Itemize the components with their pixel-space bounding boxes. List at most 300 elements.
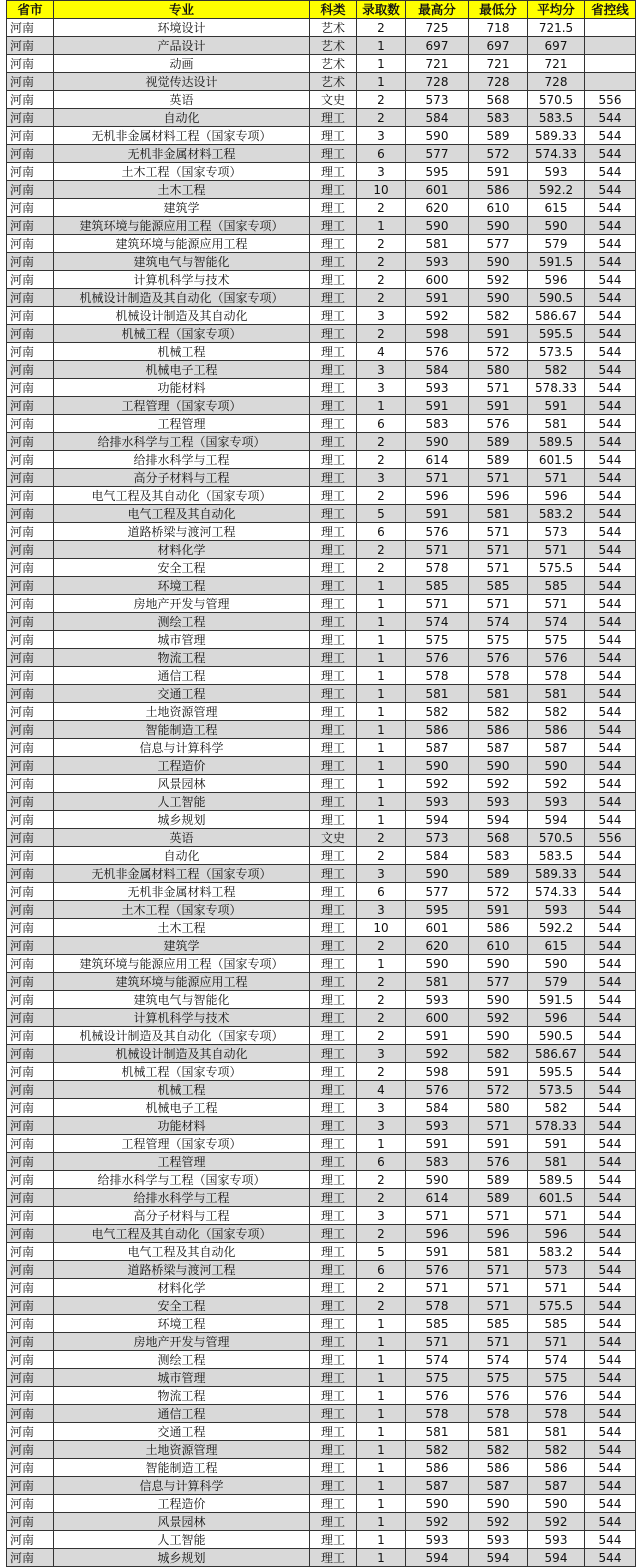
cell-avg-score: 593 <box>528 901 585 919</box>
cell-category: 理工 <box>310 523 357 541</box>
cell-avg-score: 578 <box>528 1405 585 1423</box>
cell-avg-score: 571 <box>528 595 585 613</box>
cell-major: 建筑环境与能源应用工程 <box>54 973 310 991</box>
cell-min-score: 591 <box>469 325 528 343</box>
cell-control-line: 544 <box>585 1189 636 1207</box>
cell-admitted-count: 1 <box>357 1315 406 1333</box>
cell-min-score: 593 <box>469 793 528 811</box>
cell-category: 理工 <box>310 919 357 937</box>
cell-control-line: 544 <box>585 1549 636 1567</box>
cell-avg-score: 583.5 <box>528 847 585 865</box>
cell-max-score: 620 <box>406 199 469 217</box>
cell-province: 河南 <box>7 289 54 307</box>
cell-max-score: 583 <box>406 415 469 433</box>
cell-category: 理工 <box>310 739 357 757</box>
cell-max-score: 614 <box>406 451 469 469</box>
cell-major: 工程造价 <box>54 1495 310 1513</box>
cell-major: 工程管理 <box>54 415 310 433</box>
cell-category: 理工 <box>310 181 357 199</box>
cell-avg-score: 581 <box>528 685 585 703</box>
cell-province: 河南 <box>7 181 54 199</box>
cell-max-score: 594 <box>406 811 469 829</box>
cell-control-line: 556 <box>585 829 636 847</box>
cell-admitted-count: 2 <box>357 289 406 307</box>
cell-province: 河南 <box>7 433 54 451</box>
cell-control-line: 544 <box>585 235 636 253</box>
cell-control-line: 544 <box>585 865 636 883</box>
cell-control-line: 544 <box>585 1099 636 1117</box>
cell-avg-score: 575 <box>528 1369 585 1387</box>
cell-major: 智能制造工程 <box>54 1459 310 1477</box>
cell-major: 无机非金属材料工程（国家专项） <box>54 865 310 883</box>
cell-avg-score: 586 <box>528 721 585 739</box>
cell-min-score: 591 <box>469 901 528 919</box>
cell-admitted-count: 1 <box>357 649 406 667</box>
cell-province: 河南 <box>7 955 54 973</box>
cell-province: 河南 <box>7 1513 54 1531</box>
table-row <box>7 127 636 145</box>
cell-max-score: 590 <box>406 433 469 451</box>
cell-admitted-count: 2 <box>357 1225 406 1243</box>
cell-admitted-count: 1 <box>357 757 406 775</box>
cell-province: 河南 <box>7 883 54 901</box>
cell-major: 安全工程 <box>54 1297 310 1315</box>
cell-avg-score: 615 <box>528 199 585 217</box>
cell-control-line: 544 <box>585 631 636 649</box>
cell-control-line: 544 <box>585 613 636 631</box>
cell-control-line <box>585 55 636 73</box>
cell-province: 河南 <box>7 1495 54 1513</box>
cell-admitted-count: 3 <box>357 469 406 487</box>
cell-min-score: 571 <box>469 1207 528 1225</box>
cell-min-score: 590 <box>469 1495 528 1513</box>
cell-min-score: 572 <box>469 343 528 361</box>
cell-min-score: 592 <box>469 271 528 289</box>
cell-control-line: 544 <box>585 1207 636 1225</box>
table-row <box>7 1405 636 1423</box>
cell-min-score: 610 <box>469 937 528 955</box>
cell-category: 理工 <box>310 865 357 883</box>
cell-category: 理工 <box>310 973 357 991</box>
cell-avg-score: 585 <box>528 1315 585 1333</box>
cell-province: 河南 <box>7 1243 54 1261</box>
cell-max-score: 592 <box>406 775 469 793</box>
cell-min-score: 576 <box>469 649 528 667</box>
cell-major: 机械工程 <box>54 343 310 361</box>
cell-major: 视觉传达设计 <box>54 73 310 91</box>
cell-major: 无机非金属材料工程 <box>54 883 310 901</box>
cell-category: 理工 <box>310 1063 357 1081</box>
cell-min-score: 590 <box>469 991 528 1009</box>
cell-major: 工程管理（国家专项） <box>54 1135 310 1153</box>
table-row <box>7 1261 636 1279</box>
cell-province: 河南 <box>7 1081 54 1099</box>
cell-max-score: 591 <box>406 1135 469 1153</box>
cell-min-score: 574 <box>469 613 528 631</box>
cell-min-score: 571 <box>469 1333 528 1351</box>
cell-admitted-count: 2 <box>357 325 406 343</box>
cell-admitted-count: 1 <box>357 1369 406 1387</box>
cell-control-line: 544 <box>585 973 636 991</box>
cell-max-score: 581 <box>406 685 469 703</box>
table-row <box>7 1531 636 1549</box>
cell-max-score: 697 <box>406 37 469 55</box>
cell-control-line: 544 <box>585 433 636 451</box>
cell-control-line: 544 <box>585 703 636 721</box>
cell-control-line: 544 <box>585 721 636 739</box>
cell-max-score: 587 <box>406 739 469 757</box>
cell-control-line: 544 <box>585 1369 636 1387</box>
cell-admitted-count: 2 <box>357 487 406 505</box>
cell-max-score: 571 <box>406 541 469 559</box>
cell-major: 机械电子工程 <box>54 361 310 379</box>
cell-avg-score: 578.33 <box>528 379 585 397</box>
cell-max-score: 578 <box>406 559 469 577</box>
cell-control-line: 544 <box>585 1081 636 1099</box>
cell-province: 河南 <box>7 55 54 73</box>
table-row <box>7 487 636 505</box>
cell-avg-score: 576 <box>528 649 585 667</box>
cell-max-score: 577 <box>406 145 469 163</box>
cell-category: 理工 <box>310 1189 357 1207</box>
cell-control-line <box>585 73 636 91</box>
cell-control-line: 544 <box>585 487 636 505</box>
cell-admitted-count: 6 <box>357 145 406 163</box>
cell-max-score: 596 <box>406 487 469 505</box>
cell-avg-score: 571 <box>528 469 585 487</box>
cell-major: 风景园林 <box>54 1513 310 1531</box>
cell-avg-score: 589.33 <box>528 127 585 145</box>
cell-admitted-count: 3 <box>357 1117 406 1135</box>
table-row <box>7 1549 636 1567</box>
table-row <box>7 919 636 937</box>
cell-category: 理工 <box>310 1279 357 1297</box>
cell-province: 河南 <box>7 217 54 235</box>
cell-min-score: 593 <box>469 1531 528 1549</box>
cell-avg-score: 581 <box>528 1423 585 1441</box>
cell-province: 河南 <box>7 235 54 253</box>
cell-admitted-count: 3 <box>357 1207 406 1225</box>
cell-major: 机械电子工程 <box>54 1099 310 1117</box>
table-row <box>7 325 636 343</box>
cell-category: 理工 <box>310 163 357 181</box>
cell-avg-score: 575.5 <box>528 559 585 577</box>
cell-category: 艺术 <box>310 73 357 91</box>
cell-admitted-count: 2 <box>357 1063 406 1081</box>
cell-avg-score: 576 <box>528 1387 585 1405</box>
cell-avg-score: 581 <box>528 1153 585 1171</box>
cell-category: 理工 <box>310 1243 357 1261</box>
cell-control-line: 544 <box>585 415 636 433</box>
cell-max-score: 575 <box>406 631 469 649</box>
cell-major: 建筑电气与智能化 <box>54 991 310 1009</box>
cell-avg-score: 575.5 <box>528 1297 585 1315</box>
cell-control-line: 544 <box>585 217 636 235</box>
cell-admitted-count: 2 <box>357 1189 406 1207</box>
cell-min-score: 590 <box>469 253 528 271</box>
cell-max-score: 576 <box>406 523 469 541</box>
cell-admitted-count: 2 <box>357 1009 406 1027</box>
cell-avg-score: 593 <box>528 1531 585 1549</box>
cell-province: 河南 <box>7 613 54 631</box>
cell-max-score: 576 <box>406 343 469 361</box>
cell-max-score: 578 <box>406 1405 469 1423</box>
table-row <box>7 379 636 397</box>
cell-control-line: 544 <box>585 1243 636 1261</box>
cell-min-score: 581 <box>469 685 528 703</box>
cell-major: 建筑电气与智能化 <box>54 253 310 271</box>
cell-avg-score: 570.5 <box>528 829 585 847</box>
table-row <box>7 163 636 181</box>
cell-avg-score: 582 <box>528 703 585 721</box>
cell-min-score: 589 <box>469 127 528 145</box>
cell-control-line: 544 <box>585 289 636 307</box>
cell-max-score: 576 <box>406 1387 469 1405</box>
cell-major: 功能材料 <box>54 379 310 397</box>
cell-max-score: 571 <box>406 595 469 613</box>
cell-major: 建筑学 <box>54 199 310 217</box>
cell-major: 土地资源管理 <box>54 703 310 721</box>
cell-avg-score: 590.5 <box>528 1027 585 1045</box>
cell-province: 河南 <box>7 1027 54 1045</box>
table-row <box>7 1225 636 1243</box>
cell-category: 理工 <box>310 343 357 361</box>
cell-province: 河南 <box>7 595 54 613</box>
cell-max-score: 586 <box>406 721 469 739</box>
cell-category: 理工 <box>310 271 357 289</box>
cell-major: 土木工程（国家专项） <box>54 901 310 919</box>
cell-category: 理工 <box>310 415 357 433</box>
cell-min-score: 580 <box>469 361 528 379</box>
cell-province: 河南 <box>7 127 54 145</box>
header-max-score: 最高分 <box>406 1 469 19</box>
cell-admitted-count: 6 <box>357 1153 406 1171</box>
table-row <box>7 793 636 811</box>
table-row <box>7 181 636 199</box>
cell-province: 河南 <box>7 469 54 487</box>
cell-min-score: 590 <box>469 217 528 235</box>
cell-control-line: 544 <box>585 559 636 577</box>
cell-admitted-count: 3 <box>357 307 406 325</box>
cell-max-score: 590 <box>406 127 469 145</box>
cell-avg-score: 593 <box>528 163 585 181</box>
table-row <box>7 937 636 955</box>
cell-province: 河南 <box>7 1009 54 1027</box>
cell-min-score: 572 <box>469 1081 528 1099</box>
cell-admitted-count: 6 <box>357 1261 406 1279</box>
cell-province: 河南 <box>7 739 54 757</box>
cell-max-score: 592 <box>406 307 469 325</box>
cell-min-score: 572 <box>469 145 528 163</box>
cell-control-line: 544 <box>585 163 636 181</box>
cell-admitted-count: 6 <box>357 415 406 433</box>
table-row <box>7 1063 636 1081</box>
cell-avg-score: 601.5 <box>528 451 585 469</box>
table-row <box>7 1099 636 1117</box>
cell-min-score: 591 <box>469 1135 528 1153</box>
cell-max-score: 598 <box>406 325 469 343</box>
cell-admitted-count: 3 <box>357 1045 406 1063</box>
header-category: 科类 <box>310 1 357 19</box>
cell-category: 理工 <box>310 451 357 469</box>
cell-province: 河南 <box>7 1369 54 1387</box>
table-row <box>7 1423 636 1441</box>
table-row <box>7 865 636 883</box>
cell-province: 河南 <box>7 73 54 91</box>
cell-admitted-count: 2 <box>357 1171 406 1189</box>
cell-control-line: 544 <box>585 739 636 757</box>
cell-max-score: 593 <box>406 991 469 1009</box>
table-row <box>7 1351 636 1369</box>
cell-min-score: 586 <box>469 721 528 739</box>
cell-admitted-count: 5 <box>357 1243 406 1261</box>
cell-min-score: 575 <box>469 631 528 649</box>
cell-major: 电气工程及其自动化（国家专项） <box>54 487 310 505</box>
cell-avg-score: 582 <box>528 1441 585 1459</box>
cell-admitted-count: 1 <box>357 1387 406 1405</box>
cell-major: 建筑学 <box>54 937 310 955</box>
cell-max-score: 591 <box>406 505 469 523</box>
cell-admitted-count: 3 <box>357 379 406 397</box>
cell-min-score: 596 <box>469 1225 528 1243</box>
cell-admitted-count: 1 <box>357 667 406 685</box>
cell-min-score: 581 <box>469 1243 528 1261</box>
cell-province: 河南 <box>7 1135 54 1153</box>
cell-control-line: 544 <box>585 361 636 379</box>
table-row <box>7 1189 636 1207</box>
cell-avg-score: 595.5 <box>528 325 585 343</box>
cell-control-line: 544 <box>585 127 636 145</box>
cell-category: 理工 <box>310 1369 357 1387</box>
cell-admitted-count: 1 <box>357 397 406 415</box>
cell-control-line: 544 <box>585 1045 636 1063</box>
cell-province: 河南 <box>7 325 54 343</box>
cell-major: 机械设计制造及其自动化（国家专项） <box>54 1027 310 1045</box>
cell-major: 英语 <box>54 829 310 847</box>
cell-major: 交通工程 <box>54 1423 310 1441</box>
cell-avg-score: 582 <box>528 1099 585 1117</box>
cell-min-score: 586 <box>469 181 528 199</box>
cell-admitted-count: 2 <box>357 559 406 577</box>
cell-major: 建筑环境与能源应用工程（国家专项） <box>54 217 310 235</box>
cell-province: 河南 <box>7 1261 54 1279</box>
header-avg-score: 平均分 <box>528 1 585 19</box>
cell-max-score: 590 <box>406 955 469 973</box>
cell-admitted-count: 1 <box>357 613 406 631</box>
cell-max-score: 571 <box>406 1279 469 1297</box>
cell-avg-score: 589.5 <box>528 433 585 451</box>
cell-category: 理工 <box>310 721 357 739</box>
cell-min-score: 571 <box>469 559 528 577</box>
table-row <box>7 991 636 1009</box>
cell-admitted-count: 1 <box>357 775 406 793</box>
cell-admitted-count: 1 <box>357 1513 406 1531</box>
cell-control-line: 544 <box>585 1261 636 1279</box>
cell-avg-score: 592 <box>528 1513 585 1531</box>
cell-province: 河南 <box>7 19 54 37</box>
cell-max-score: 581 <box>406 235 469 253</box>
cell-min-score: 596 <box>469 487 528 505</box>
cell-max-score: 582 <box>406 703 469 721</box>
cell-province: 河南 <box>7 1333 54 1351</box>
cell-admitted-count: 1 <box>357 685 406 703</box>
cell-min-score: 571 <box>469 595 528 613</box>
table-row <box>7 343 636 361</box>
cell-admitted-count: 1 <box>357 721 406 739</box>
cell-province: 河南 <box>7 937 54 955</box>
cell-control-line: 544 <box>585 1333 636 1351</box>
cell-major: 人工智能 <box>54 1531 310 1549</box>
table-row <box>7 397 636 415</box>
cell-major: 物流工程 <box>54 1387 310 1405</box>
cell-max-score: 586 <box>406 1459 469 1477</box>
cell-avg-score: 573 <box>528 1261 585 1279</box>
cell-province: 河南 <box>7 91 54 109</box>
table-row <box>7 1153 636 1171</box>
cell-min-score: 586 <box>469 919 528 937</box>
cell-avg-score: 721.5 <box>528 19 585 37</box>
cell-major: 环境工程 <box>54 1315 310 1333</box>
cell-control-line: 544 <box>585 523 636 541</box>
cell-avg-score: 592.2 <box>528 919 585 937</box>
cell-max-score: 577 <box>406 883 469 901</box>
cell-avg-score: 571 <box>528 1333 585 1351</box>
cell-control-line: 544 <box>585 181 636 199</box>
cell-max-score: 593 <box>406 793 469 811</box>
header-major: 专业 <box>54 1 310 19</box>
cell-admitted-count: 2 <box>357 1297 406 1315</box>
table-row <box>7 1009 636 1027</box>
cell-min-score: 582 <box>469 1045 528 1063</box>
cell-min-score: 610 <box>469 199 528 217</box>
cell-control-line: 544 <box>585 1423 636 1441</box>
cell-control-line: 544 <box>585 307 636 325</box>
cell-category: 理工 <box>310 1225 357 1243</box>
cell-province: 河南 <box>7 505 54 523</box>
cell-max-score: 598 <box>406 1063 469 1081</box>
cell-province: 河南 <box>7 1477 54 1495</box>
cell-category: 理工 <box>310 793 357 811</box>
cell-control-line: 544 <box>585 667 636 685</box>
cell-control-line: 544 <box>585 937 636 955</box>
cell-major: 电气工程及其自动化 <box>54 505 310 523</box>
table-row <box>7 505 636 523</box>
cell-admitted-count: 2 <box>357 271 406 289</box>
table-row <box>7 595 636 613</box>
cell-province: 河南 <box>7 973 54 991</box>
cell-avg-score: 590.5 <box>528 289 585 307</box>
cell-major: 给排水科学与工程（国家专项） <box>54 1171 310 1189</box>
table-row <box>7 1171 636 1189</box>
cell-major: 土木工程 <box>54 919 310 937</box>
cell-admitted-count: 1 <box>357 631 406 649</box>
cell-max-score: 573 <box>406 91 469 109</box>
cell-admitted-count: 1 <box>357 703 406 721</box>
cell-category: 艺术 <box>310 19 357 37</box>
cell-major: 材料化学 <box>54 1279 310 1297</box>
cell-category: 理工 <box>310 361 357 379</box>
cell-category: 理工 <box>310 901 357 919</box>
cell-control-line: 544 <box>585 1315 636 1333</box>
cell-max-score: 596 <box>406 1225 469 1243</box>
cell-min-score: 592 <box>469 1009 528 1027</box>
cell-control-line: 544 <box>585 469 636 487</box>
cell-avg-score: 721 <box>528 55 585 73</box>
cell-max-score: 591 <box>406 1027 469 1045</box>
cell-province: 河南 <box>7 865 54 883</box>
cell-province: 河南 <box>7 1315 54 1333</box>
table-row <box>7 1315 636 1333</box>
